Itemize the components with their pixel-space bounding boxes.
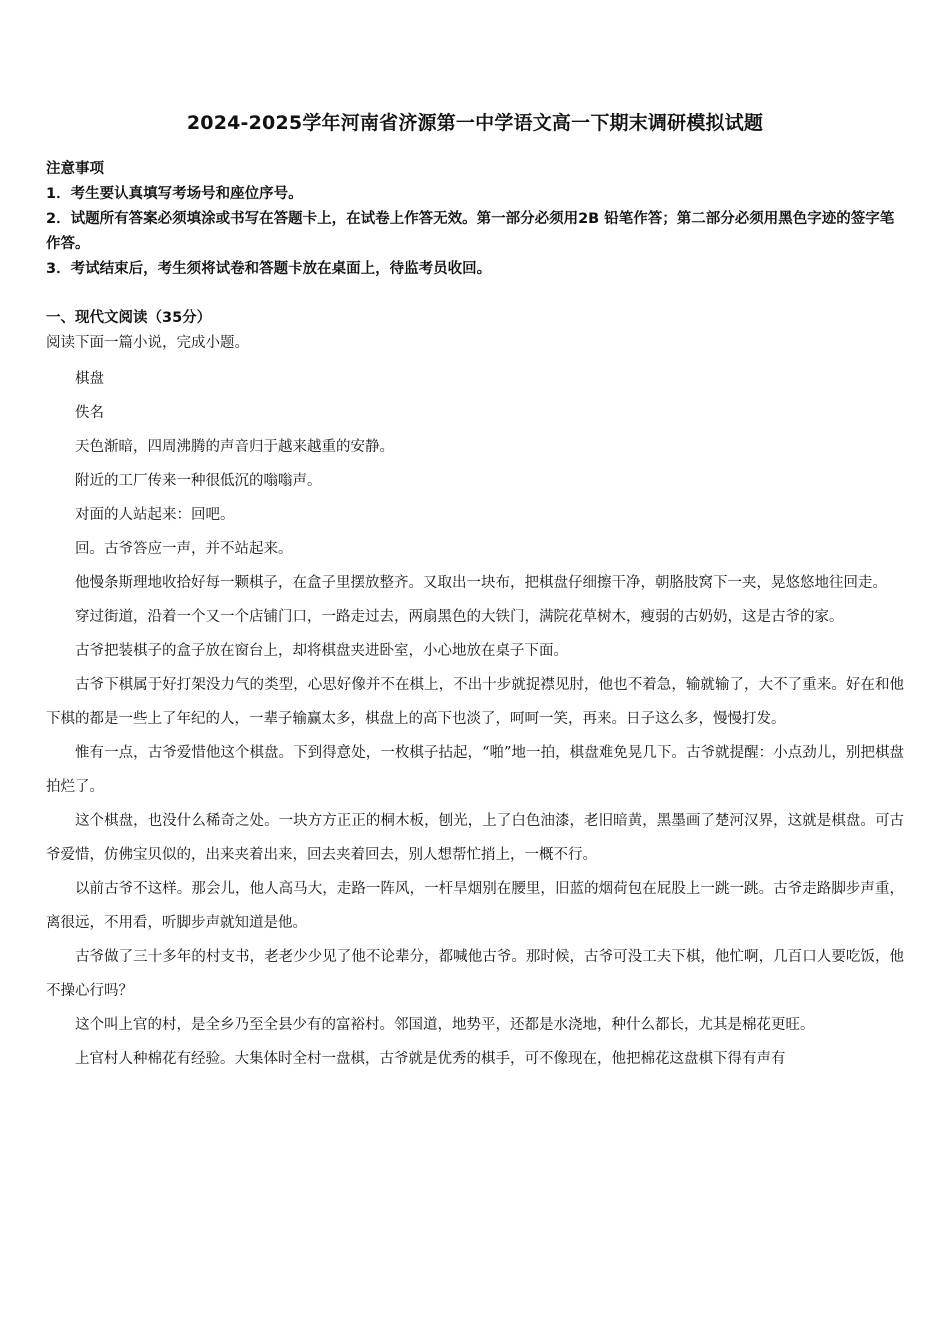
story-paragraph: 穿过街道，沿着一个又一个店铺门口，一路走过去，两扇黑色的大铁门，满院花草树木，瘦弱的古奶奶，这是古爷的家。 xyxy=(75,609,844,625)
section-modern-reading xyxy=(46,306,904,1076)
notice-block xyxy=(46,157,904,282)
story-paragraph: 惟有一点，古爷爱惜他这个棋盘。下到得意处，一枚棋子拈起，“啪”地一拍，棋盘难免晃几下。古爷就提醒：小点劲儿，别把棋盘拍烂了。 xyxy=(46,745,904,795)
story-paragraph: 上官村人种棉花有经验。大集体时全村一盘棋，古爷就是优秀的棋手，可不像现在，他把棉花这盘棋下得有声有 xyxy=(75,1051,786,1067)
notice-item-3: 3．考试结束后，考生须将试卷和答题卡放在桌面上，待监考员收回。 xyxy=(46,261,492,277)
story-paragraph: 回。古爷答应一声，并不站起来。 xyxy=(75,541,293,557)
document-title: 2024-2025学年河南省济源第一中学语文高一下期末调研模拟试题 xyxy=(186,112,764,134)
story-paragraph: 这个棋盘，也没什么稀奇之处。一块方方正正的桐木板，刨光，上了白色油漆，老旧暗黄，黑墨画了楚河汉界，这就是棋盘。可古爷爱惜，仿佛宝贝似的，出来夹着出来，回去夹着回去，别人想帮忙捎上，一概不行。 xyxy=(46,813,904,863)
story-paragraph: 他慢条斯理地收拾好每一颗棋子，在盒子里摆放整齐。又取出一块布，把棋盘仔细擦干净，朝胳肢窝下一夹，晃悠悠地往回走。 xyxy=(75,575,887,591)
story-author: 佚名 xyxy=(75,405,104,421)
story-title: 棋盘 xyxy=(75,371,104,387)
story-paragraph: 古爷做了三十多年的村支书，老老少少见了他不论辈分，都喊他古爷。那时候，古爷可没工夫下棋，他忙啊，几百口人要吃饭，他不操心行吗？ xyxy=(46,949,904,999)
section-instruction: 阅读下面一篇小说，完成小题。 xyxy=(46,335,249,351)
section-heading: 一、现代文阅读（35分） xyxy=(46,310,212,326)
story-paragraph: 对面的人站起来：回吧。 xyxy=(75,507,235,523)
story-paragraph: 古爷下棋属于好打架没力气的类型，心思好像并不在棋上，不出十步就捉襟见肘，他也不着急，输就输了，大不了重来。好在和他下棋的都是一些上了年纪的人，一辈子输赢太多，棋盘上的高下也淡了，呵呵一笑，再来。日子这么多，慢慢打发。 xyxy=(46,677,904,727)
story-paragraph: 这个叫上官的村，是全乡乃至全县少有的富裕村。邻国道，地势平，还都是水浇地，种什么都长，尤其是棉花更旺。 xyxy=(75,1017,815,1033)
notice-item-2: 2．试题所有答案必须填涂或书写在答题卡上，在试卷上作答无效。第一部分必须用2B 铅笔作答；第二部分必须用黑色字迹的签字笔作答。 xyxy=(46,211,895,252)
story-paragraph: 以前古爷不这样。那会儿，他人高马大，走路一阵风，一杆旱烟别在腰里，旧蓝的烟荷包在屁股上一跳一跳。古爷走路脚步声重，离很远，不用看，听脚步声就知道是他。 xyxy=(46,881,904,931)
story-paragraph: 古爷把装棋子的盒子放在窗台上，却将棋盘夹进卧室，小心地放在桌子下面。 xyxy=(75,643,568,659)
story-paragraph: 附近的工厂传来一种很低沉的嗡嗡声。 xyxy=(75,473,322,489)
notice-item-1: 1．考生要认真填写考场号和座位序号。 xyxy=(46,186,303,202)
notice-heading: 注意事项 xyxy=(46,161,104,177)
story-paragraph: 天色渐暗，四周沸腾的声音归于越来越重的安静。 xyxy=(75,439,394,455)
